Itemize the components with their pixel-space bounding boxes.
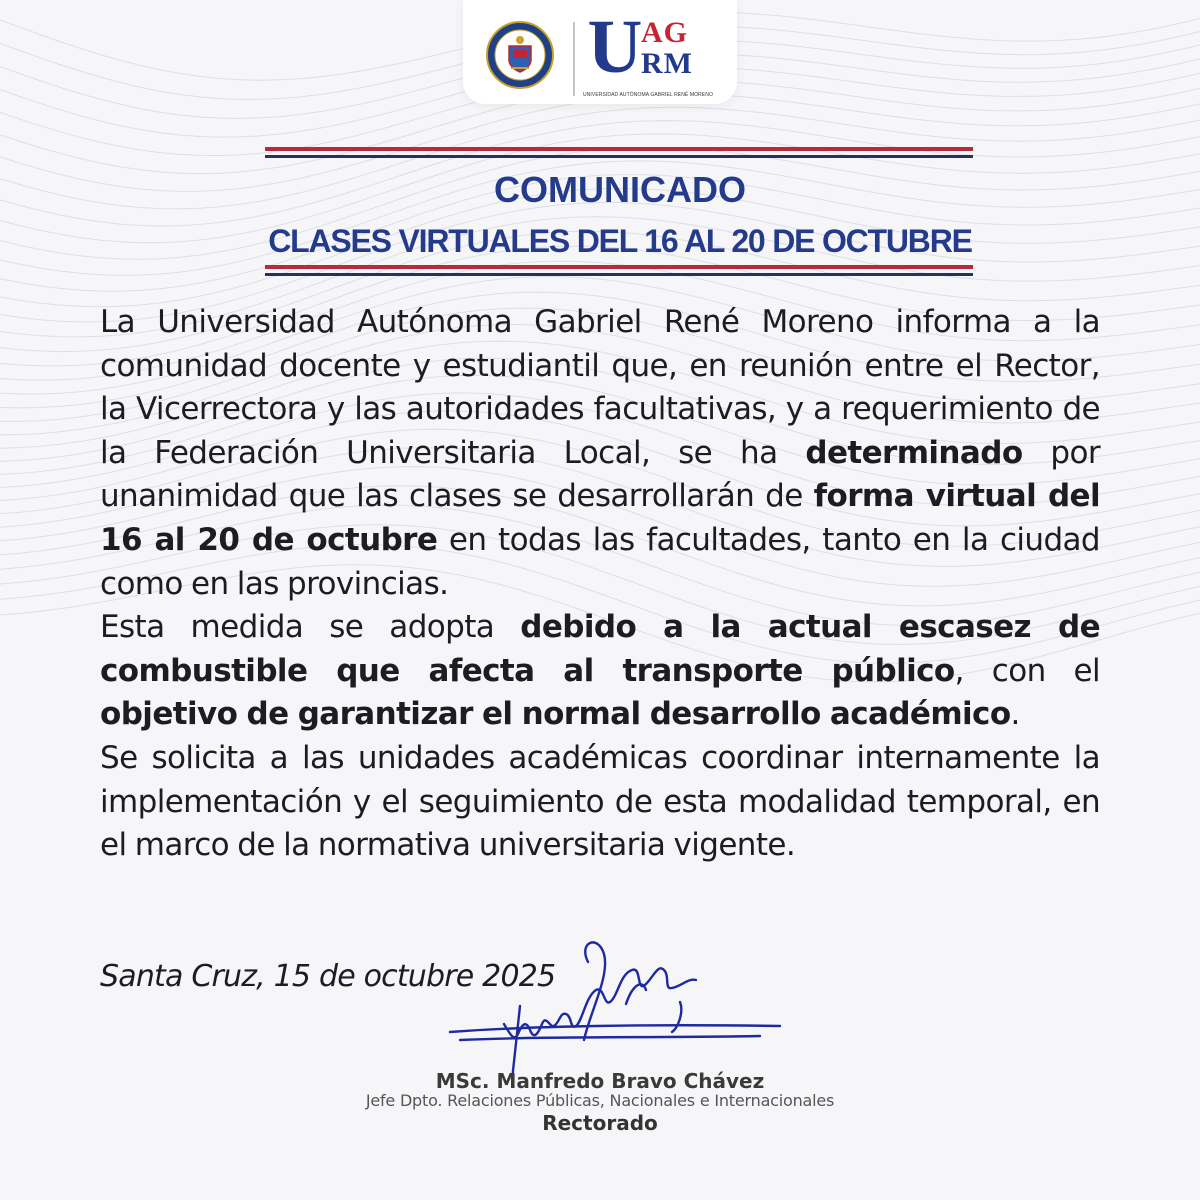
paragraph-2-bold-b: objetivo de garantizar el normal desarrollo académico <box>100 696 1011 733</box>
logo-letter-u: U <box>587 5 643 89</box>
paragraph-2-text-a: Esta medida se adopta <box>100 609 521 646</box>
bottom-rule-navy <box>265 273 973 276</box>
logo-divider <box>573 22 575 96</box>
paragraph-1-bold-a: determinado <box>805 434 1023 471</box>
top-rule-navy <box>265 155 973 158</box>
signer-office: Rectorado <box>542 1111 658 1135</box>
page-subtitle: CLASES VIRTUALES DEL 16 AL 20 DE OCTUBRE <box>268 223 972 259</box>
announcement-body <box>100 301 1100 868</box>
logo-card <box>463 0 737 104</box>
paragraph-1-bold-b: forma virtual del 16 al 20 de octubre <box>100 478 1100 558</box>
page-title: COMUNICADO <box>494 169 746 210</box>
paragraph-3: Se solicita a las unidades académicas coordinar internamente la implementación y el seguimiento de esta modalidad temporal, en el marco de la normativa universitaria vigente. <box>100 739 1100 864</box>
paragraph-2-bold-a: debido a la actual escasez de combustible que afecta al transporte público <box>100 609 1100 689</box>
paragraph-2-text-c: . <box>1010 696 1020 733</box>
place-and-date: Santa Cruz, 15 de octubre 2025 <box>100 959 556 994</box>
paragraph-2 <box>100 606 1100 737</box>
paragraph-1 <box>100 301 1100 606</box>
university-seal-icon <box>485 20 555 90</box>
handwritten-signature-icon <box>440 940 800 1080</box>
logo-caption: UNIVERSIDAD AUTÓNOMA GABRIEL RENÉ MORENO <box>583 92 713 98</box>
top-rule-red <box>265 147 973 151</box>
bottom-rule-red <box>265 265 973 269</box>
paragraph-1-text-b: por unanimidad que las clases se desarrollarán de <box>100 434 1100 515</box>
logo-letters-ag: AG <box>641 16 688 49</box>
signer-name: MSc. Manfredo Bravo Chávez <box>435 1069 765 1093</box>
paragraph-2-text-b: , con el <box>954 652 1100 689</box>
paragraph-1-text-a: La Universidad Autónoma Gabriel René Moreno informa a la comunidad docente y estudiantil que, en reunión entre el Rector, la Vicerrectora y las autoridades facultativas, y a requerimiento de la Federación Universitaria Local, se ha <box>100 304 1100 471</box>
paragraph-1-text-c: en todas las facultades, tanto en la ciudad como en las provincias. <box>100 521 1101 602</box>
signer-role: Jefe Dpto. Relaciones Públicas, Nacionales e Internacionales <box>365 1091 835 1110</box>
logo-letters-rm: RM <box>641 47 693 80</box>
